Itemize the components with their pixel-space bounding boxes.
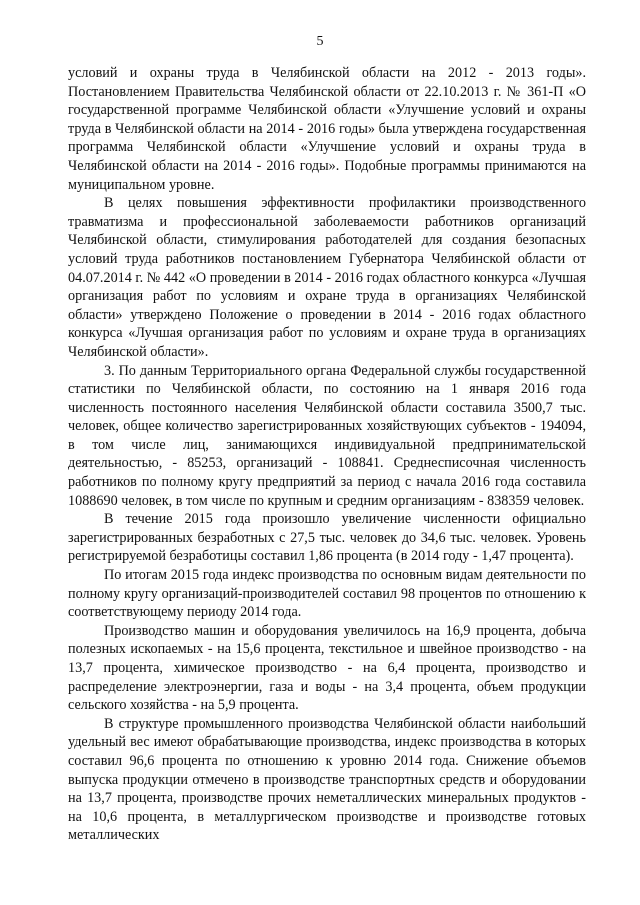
paragraph-unemployment: В течение 2015 года произошло увеличение численности официально зарегистрированных безработных с 27,5 тыс. человек до 34,6 тыс. человек. Уровень регистрируемой безработицы составил 1,86 процента (в 2014 году - 1,47 процента). — [68, 511, 586, 565]
body-text — [68, 64, 586, 845]
paragraph-industry-growth: Производство машин и оборудования увеличилось на 16,9 процента, добыча полезных ископаемых - на 15,6 процента, текстильное и швейное производство - на 13,7 процента, химическое производство - на 6,4 процента, производство и распределение электроэнергии, газа и воды - на 3,4 процента, объем продукции сельского хозяйства - на 5,9 процента. — [68, 622, 586, 714]
paragraph-regional-contest: В целях повышения эффективности профилактики производственного травматизма и профессиональной заболеваемости работников организаций Челябинской области, стимулирования работодателей для создания безопасных условий труда работников постановлением Губернатора Челябинской области от 04.07.2014 г. № 442 «О проведении в 2014 - 2016 годах областного конкурса «Лучшая организация работ по условиям и охране труда в организациях Челябинской области» утверждено Положение о проведении в 2014 - 2016 годах областного конкурса «Лучшая организация работ по условиям и охране труда в организациях Челябинской области». — [68, 195, 586, 360]
paragraph-production-index: По итогам 2015 года индекс производства по основным видам деятельности по полному кругу организаций-производителей составил 98 процентов по отношению к соответствующему периоду 2014 года. — [68, 567, 586, 621]
paragraph-program-continuation: условий и охраны труда в Челябинской области на 2012 - 2013 годы». Постановлением Правительства Челябинской области от 22.10.2013 г. № 361-П «О государственной программе Челябинской области «Улучшение условий и охраны труда в Челябинской области на 2014 - 2016 годы» была утверждена государственная программа Челябинской области «Улучшение условий и охраны труда в Челябинской области на 2014 - 2016 годы». Подобные программы принимаются на муниципальном уровне. — [68, 65, 586, 193]
page-number: 5 — [316, 34, 324, 49]
paragraph-industrial-structure: В структуре промышленного производства Челябинской области наибольший удельный вес имеют обрабатывающие производства, индекс производства в которых составил 96,6 процента по отношению к уровню 2014 года. Снижение объемов выпуска продукции отмечено в производстве транспортных средств и оборудовании на 13,7 процента, производстве прочих неметаллических минеральных продуктов - на 10,6 процента, в металлургическом производстве и производстве готовых металлических — [68, 715, 586, 844]
paragraph-statistics: 3. По данным Территориального органа Федеральной службы государственной статистики по Челябинской области, по состоянию на 1 января 2016 года численность постоянного населения Челябинской области составила 3500,7 тыс. человек, общее количество зарегистрированных хозяйствующих субъектов - 194094, в том числе лиц, занимающихся индивидуальной предпринимательской деятельностью, - 85253, организаций - 108841. Среднесписочная численность работников по полному кругу предприятий за период с начала 2016 года составила 1088690 человек, в том числе по крупным и средним организациям - 838359 человек. — [68, 362, 586, 509]
